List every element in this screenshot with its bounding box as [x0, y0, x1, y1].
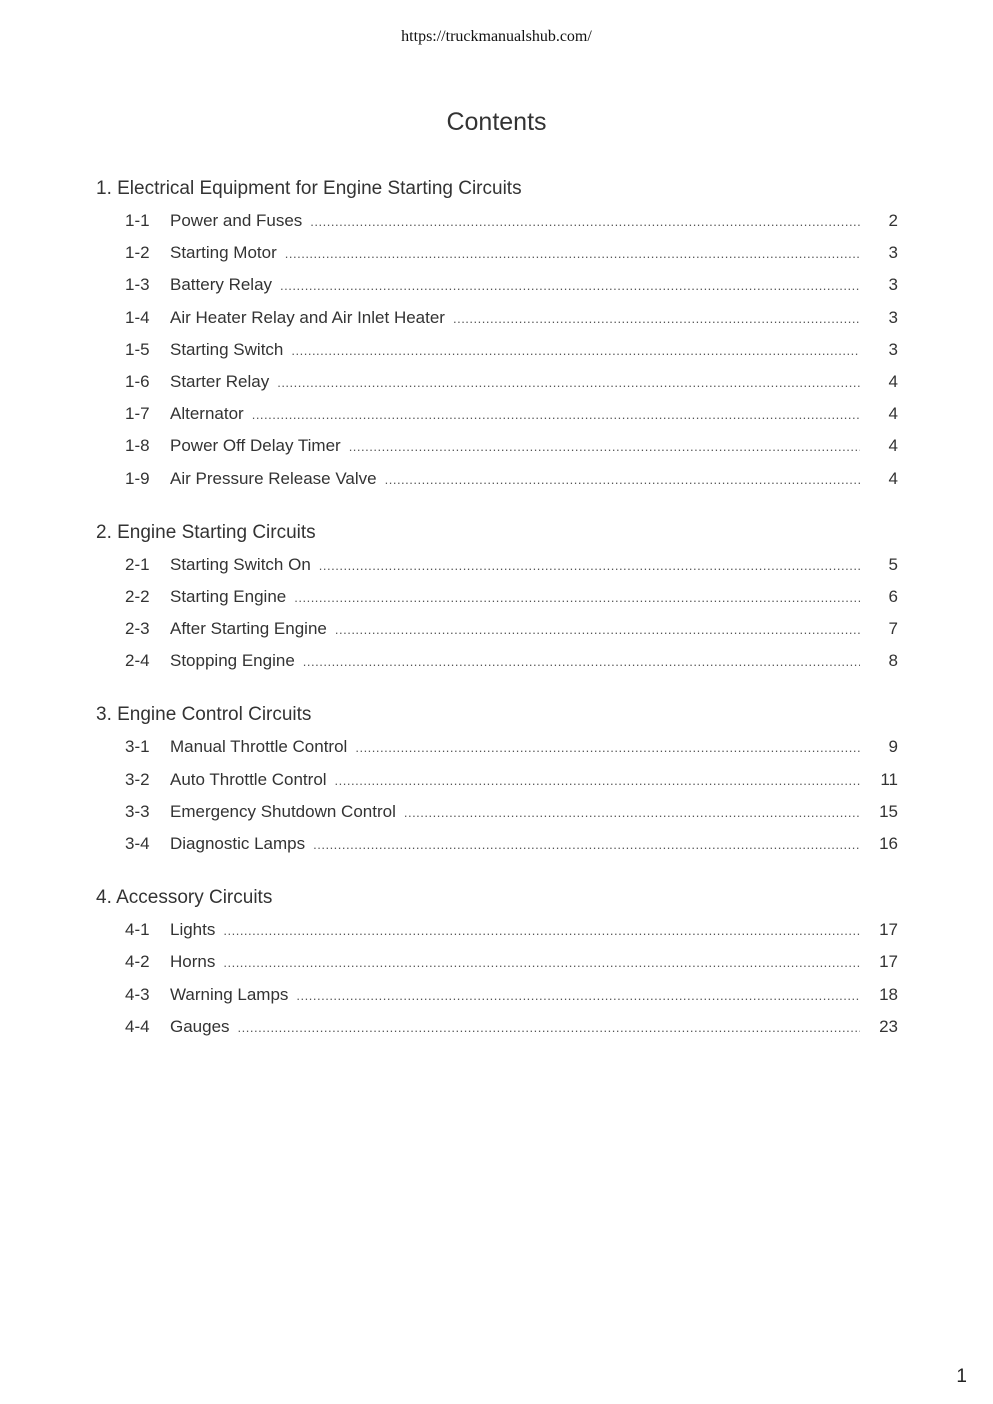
entry-number: 4-1	[125, 920, 150, 940]
toc-entry	[96, 920, 898, 952]
entry-page-number: 11	[880, 769, 898, 789]
leader-dots	[296, 988, 860, 1003]
leader-dots	[291, 343, 860, 358]
entry-page-number: 7	[888, 619, 898, 639]
entry-page-number: 6	[888, 586, 898, 606]
entry-number: 3-4	[125, 834, 150, 853]
toc-entry	[96, 404, 898, 436]
toc-section	[96, 884, 898, 1049]
leader-dots	[294, 590, 860, 605]
entry-label: Power Off Delay Timer	[170, 436, 341, 456]
entry-number: 1-5	[125, 339, 150, 359]
leader-dots	[335, 622, 860, 637]
entry-number: 1-4	[125, 307, 150, 327]
entry-label: Auto Throttle Control	[170, 769, 327, 789]
entry-number: 1-7	[125, 404, 150, 424]
entry-label: After Starting Engine	[170, 619, 327, 639]
table-of-contents	[96, 175, 898, 1067]
entry-page-number: 23	[879, 1016, 898, 1036]
entry-number: 4-4	[125, 1016, 150, 1036]
leader-dots	[303, 654, 860, 669]
entry-label: Air Heater Relay and Air Inlet Heater	[170, 307, 445, 327]
entry-page-number: 15	[879, 801, 898, 821]
entry-number: 1-1	[125, 211, 150, 230]
entry-page-number: 4	[888, 468, 898, 488]
entry-number: 3-2	[125, 769, 150, 789]
toc-entry	[96, 802, 898, 834]
entry-number: 2-1	[125, 554, 150, 574]
entry-page-number: 9	[888, 737, 898, 757]
toc-entry	[96, 340, 898, 372]
section-title: 3. Engine Control Circuits	[96, 704, 312, 726]
page-title: Contents	[446, 108, 547, 136]
entry-label: Starting Motor	[170, 243, 277, 263]
leader-dots	[280, 278, 860, 293]
entry-label: Alternator	[170, 404, 244, 424]
entry-page-number: 4	[888, 404, 898, 424]
toc-entry	[96, 308, 898, 340]
leader-dots	[349, 439, 860, 454]
toc-section	[96, 519, 898, 684]
entry-label: Starter Relay	[170, 371, 270, 391]
entry-page-number: 17	[879, 952, 898, 972]
toc-entry	[96, 952, 898, 984]
leader-dots	[223, 923, 860, 938]
entry-label: Starting Engine	[170, 586, 287, 606]
entry-number: 1-6	[125, 371, 150, 391]
entry-number: 1-3	[125, 275, 150, 295]
toc-entry	[96, 243, 898, 275]
toc-entry	[96, 737, 898, 769]
entry-page-number: 3	[888, 339, 898, 359]
entry-number: 4-2	[125, 952, 150, 972]
toc-section	[96, 175, 898, 501]
leader-dots	[285, 246, 860, 261]
entry-label: Stopping Engine	[170, 651, 295, 671]
entry-page-number: 2	[888, 211, 898, 230]
entry-page-number: 5	[888, 554, 898, 574]
toc-entry	[96, 834, 898, 866]
entry-page-number: 4	[888, 371, 898, 391]
leader-dots	[385, 472, 860, 487]
header-url: https://truckmanualshub.com/	[401, 28, 592, 45]
entry-label: Gauges	[170, 1016, 230, 1036]
entry-label: Emergency Shutdown Control	[170, 801, 396, 821]
entry-page-number: 18	[879, 984, 898, 1004]
leader-dots	[238, 1020, 860, 1035]
toc-entry	[96, 436, 898, 468]
entry-number: 2-3	[125, 619, 150, 639]
leader-dots	[252, 407, 860, 422]
toc-entry	[96, 211, 898, 243]
toc-entry	[96, 651, 898, 683]
entry-number: 2-4	[125, 651, 150, 671]
toc-entry	[96, 1017, 898, 1049]
entry-number: 1-8	[125, 436, 150, 456]
entry-label: Air Pressure Release Valve	[170, 468, 377, 488]
entry-page-number: 17	[879, 920, 898, 940]
leader-dots	[313, 837, 860, 852]
entry-label: Warning Lamps	[170, 984, 289, 1004]
section-title: 1. Electrical Equipment for Engine Starting Circuits	[96, 178, 522, 199]
entry-label: Lights	[170, 920, 216, 940]
leader-dots	[404, 805, 860, 820]
entry-number: 3-1	[125, 737, 150, 757]
entry-number: 3-3	[125, 801, 150, 821]
entry-label: Starting Switch	[170, 339, 284, 359]
leader-dots	[335, 773, 860, 788]
leader-dots	[453, 311, 860, 326]
toc-entry	[96, 469, 898, 501]
toc-section	[96, 701, 898, 866]
entry-page-number: 8	[888, 651, 898, 671]
entry-label: Battery Relay	[170, 275, 273, 295]
entry-label: Diagnostic Lamps	[170, 834, 306, 853]
entry-label: Horns	[170, 952, 216, 972]
toc-entry	[96, 587, 898, 619]
leader-dots	[223, 955, 860, 970]
entry-label: Power and Fuses	[170, 211, 303, 230]
leader-dots	[277, 375, 860, 390]
entry-page-number: 3	[888, 275, 898, 295]
leader-dots	[319, 558, 860, 573]
toc-entry	[96, 619, 898, 651]
entry-number: 2-2	[125, 586, 150, 606]
entry-label: Starting Switch On	[170, 554, 311, 574]
entry-number: 1-9	[125, 468, 150, 488]
entry-page-number: 3	[888, 307, 898, 327]
toc-entry	[96, 372, 898, 404]
toc-entry	[96, 275, 898, 307]
page-number: 1	[956, 1366, 967, 1387]
section-title: 2. Engine Starting Circuits	[96, 521, 316, 543]
entry-page-number: 3	[888, 243, 898, 263]
leader-dots	[310, 214, 860, 229]
entry-page-number: 16	[879, 834, 898, 853]
entry-page-number: 4	[888, 436, 898, 456]
entry-label: Manual Throttle Control	[170, 737, 348, 757]
leader-dots	[355, 740, 860, 755]
toc-entry	[96, 770, 898, 802]
toc-entry	[96, 555, 898, 587]
toc-entry	[96, 985, 898, 1017]
section-title: 4. Accessory Circuits	[96, 887, 273, 909]
entry-number: 4-3	[125, 984, 150, 1004]
entry-number: 1-2	[125, 243, 150, 263]
